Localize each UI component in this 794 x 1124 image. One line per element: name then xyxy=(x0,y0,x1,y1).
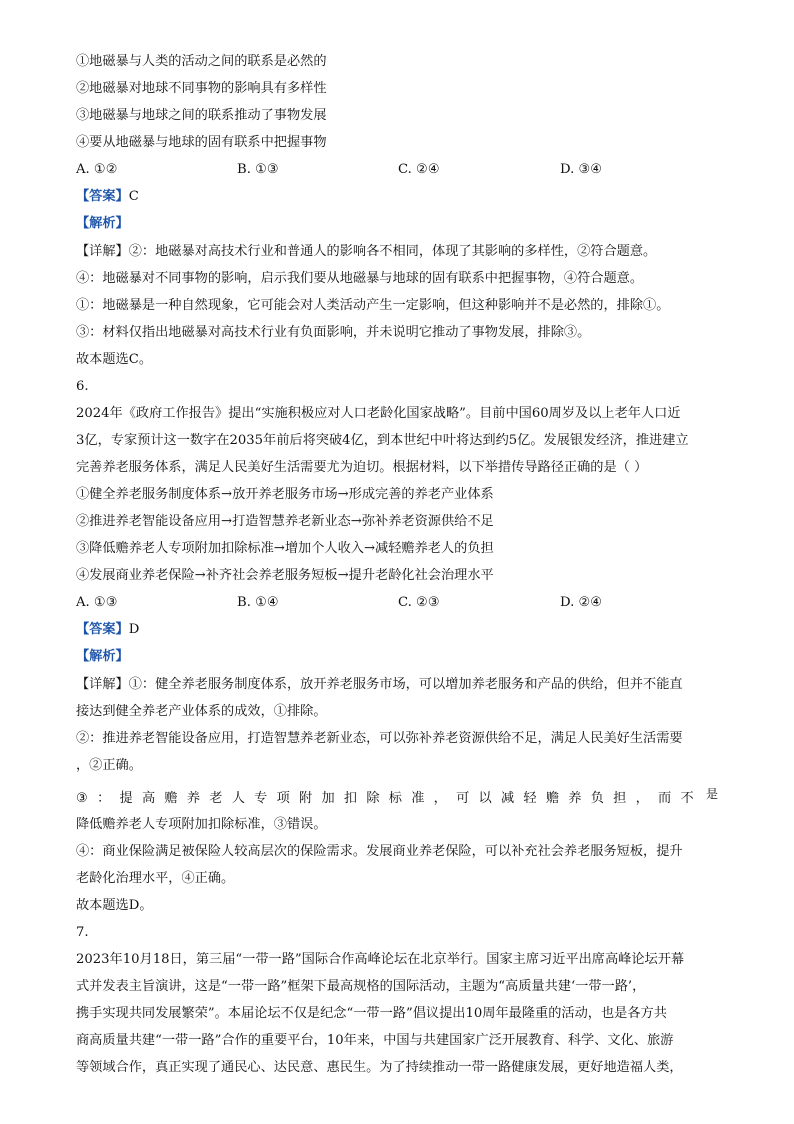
q5-statement-3: ③地磁暴与地球之间的联系推动了事物发展 xyxy=(76,108,327,123)
q6-statement-4: ④发展商业养老保险→补齐社会养老服务短板→提升老龄化社会治理水平 xyxy=(76,568,494,583)
answer-value: D xyxy=(128,622,140,637)
q7-stem-4: 商高质量共建“一带一路”合作的重要平台，10年来，中国与共建国家广泛开展教育、科学、文化、旅游 xyxy=(76,1033,674,1048)
q6-conclusion: 故本题选D。 xyxy=(76,898,153,913)
answer-tag: 【答案】 xyxy=(76,189,129,204)
q6-detail-3b: 降低赡养老人专项附加扣除标准，③错误。 xyxy=(76,817,327,832)
spread-char: 养 xyxy=(186,791,201,806)
analysis-tag: 【解析】 xyxy=(76,649,129,664)
q6-statement-1: ①健全养老服务制度体系→放开养老服务市场→形成完善的养老产业体系 xyxy=(76,487,494,502)
q6-detail-4a: ④：商业保险满足被保险人较高层次的保险需求。发展商业养老保险，可以补充社会养老服务短板，提升 xyxy=(76,844,683,859)
q5-detail-2: ④：地磁暴对不同事物的影响，启示我们要从地磁暴与地球的固有联系中把握事物，④符合题意。 xyxy=(76,271,644,286)
q6-number: 6. xyxy=(76,379,89,394)
spread-char: 扣 xyxy=(343,791,358,806)
q6-stem-3: 完善养老服务体系，满足人民美好生活需要尤为迫切。根据材料，以下举措传导路径正确的是（ ） xyxy=(76,460,648,475)
spread-char: 提 xyxy=(119,791,133,806)
q7-number: 7. xyxy=(76,925,89,940)
q7-stem-5: 等领域合作，真正实现了通民心、达民意、惠民生。为了持续推动一带一路健康发展，更好地造福人类， xyxy=(76,1060,683,1075)
spread-char: ③ xyxy=(76,791,88,806)
spread-char: 准 xyxy=(411,791,425,806)
q5-answer xyxy=(76,187,139,207)
spread-char: 不 xyxy=(680,791,694,806)
spread-char: 除 xyxy=(366,791,380,806)
q6-detail-3a-tail: 是 xyxy=(706,787,719,801)
explanation-text: ①：健全养老服务制度体系，放开养老服务市场，可以增加养老服务和产品的供给，但并不能直 xyxy=(128,677,683,692)
spread-char: 负 xyxy=(590,791,604,806)
q6-detail-3a xyxy=(76,789,694,809)
spread-char: 担 xyxy=(613,791,627,806)
spread-char: 老 xyxy=(209,791,223,806)
q6-statement-3: ③降低赡养老人专项附加扣除标准→增加个人收入→减轻赡养老人的负担 xyxy=(76,541,494,556)
q6-detail-1b: 接达到健全养老产业体系的成效，①排除。 xyxy=(76,704,327,719)
q6-detail-2b: ，②正确。 xyxy=(76,758,142,773)
q6-stem-1: 2024年《政府工作报告》提出“实施积极应对人口老龄化国家战略”。目前中国60周岁及以上老年人口近 xyxy=(76,406,681,421)
q6-detail-2a: ②：推进养老智能设备应用，打造智慧养老新业态，可以弥补养老资源供给不足，满足人民美好生活需要 xyxy=(76,731,683,746)
q5-detail-3: ①：地磁暴是一种自然现象，它可能会对人类活动产生一定影响，但这种影响并不是必然的，排除①。 xyxy=(76,298,670,313)
q6-statement-2: ②推进养老智能设备应用→打造智慧养老新业态→弥补养老资源供给不足 xyxy=(76,514,494,529)
spread-char: 以 xyxy=(478,791,492,806)
spread-char: 赡 xyxy=(545,791,560,806)
q5-option-d: D. ③④ xyxy=(560,162,603,177)
spread-char: 养 xyxy=(568,791,582,806)
answer-value: C xyxy=(128,189,139,204)
q6-analysis-heading xyxy=(76,647,129,667)
q6-option-b: B. ①④ xyxy=(237,595,279,610)
q6-option-a: A. ①③ xyxy=(76,595,118,610)
q5-detail-1 xyxy=(76,242,656,262)
spread-char: 加 xyxy=(321,791,335,806)
q7-stem-3: 携手实现共同发展繁荣”。本届论坛不仅是纪念“一带一路”倡议提出10周年最隆重的活动，也是各方共 xyxy=(76,1006,667,1021)
spread-char: ， xyxy=(635,791,649,806)
q7-stem-2: 式并发表主旨演讲，这是“一带一路”框架下最高规格的国际活动，主题为“高质量共建‘一带一路’， xyxy=(76,979,646,994)
q6-stem-2: 3亿，专家预计这一数字在2035年前后将突破4亿，到本世纪中叶将达到约5亿。发展银发经济，推进建立 xyxy=(76,433,689,448)
analysis-tag: 【解析】 xyxy=(76,216,129,231)
q5-statement-1: ①地磁暴与人类的活动之间的联系是必然的 xyxy=(76,54,327,69)
q6-option-c: C. ②③ xyxy=(398,595,440,610)
spread-char: 项 xyxy=(276,791,290,806)
q6-detail-4b: 老龄化治理水平，④正确。 xyxy=(76,871,235,886)
spread-char: ： xyxy=(97,791,111,806)
q6-option-d: D. ②④ xyxy=(560,595,603,610)
q5-statement-4: ④要从地磁暴与地球的固有联系中把握事物 xyxy=(76,135,327,150)
answer-tag: 【答案】 xyxy=(76,622,129,637)
spread-char: 标 xyxy=(388,791,402,806)
q5-analysis-heading xyxy=(76,214,129,234)
spread-char: 轻 xyxy=(523,791,537,806)
detail-tag: 【详解】 xyxy=(76,677,129,692)
spread-char: 赡 xyxy=(164,791,178,806)
explanation-text: ②：地磁暴对高技术行业和普通人的影响各不相同，体现了其影响的多样性，②符合题意。 xyxy=(128,244,657,259)
q6-answer xyxy=(76,620,139,640)
spread-char: 高 xyxy=(141,791,156,806)
detail-tag: 【详解】 xyxy=(76,244,129,259)
q5-option-c: C. ②④ xyxy=(398,162,440,177)
q7-stem-1: 2023年10月18日，第三届“一带一路”国际合作高峰论坛在北京举行。国家主席习近平出席高峰论坛开幕 xyxy=(76,952,685,967)
q5-option-b: B. ①③ xyxy=(237,162,279,177)
spread-char: 而 xyxy=(658,791,672,806)
q5-statement-2: ②地磁暴对地球不同事物的影响具有多样性 xyxy=(76,81,327,96)
spread-char: 人 xyxy=(231,791,245,806)
spread-char: 专 xyxy=(254,791,268,806)
spread-char: 减 xyxy=(500,791,515,806)
spread-char: ， xyxy=(433,791,447,806)
spread-char: 附 xyxy=(299,791,313,806)
q5-conclusion: 故本题选C。 xyxy=(76,352,153,367)
spread-char: 可 xyxy=(456,791,470,806)
q5-option-a: A. ①② xyxy=(76,162,118,177)
q5-detail-4: ③：材料仅指出地磁暴对高技术行业有负面影响，并未说明它推动了事物发展，排除③。 xyxy=(76,325,591,340)
q6-detail-1a xyxy=(76,675,683,695)
